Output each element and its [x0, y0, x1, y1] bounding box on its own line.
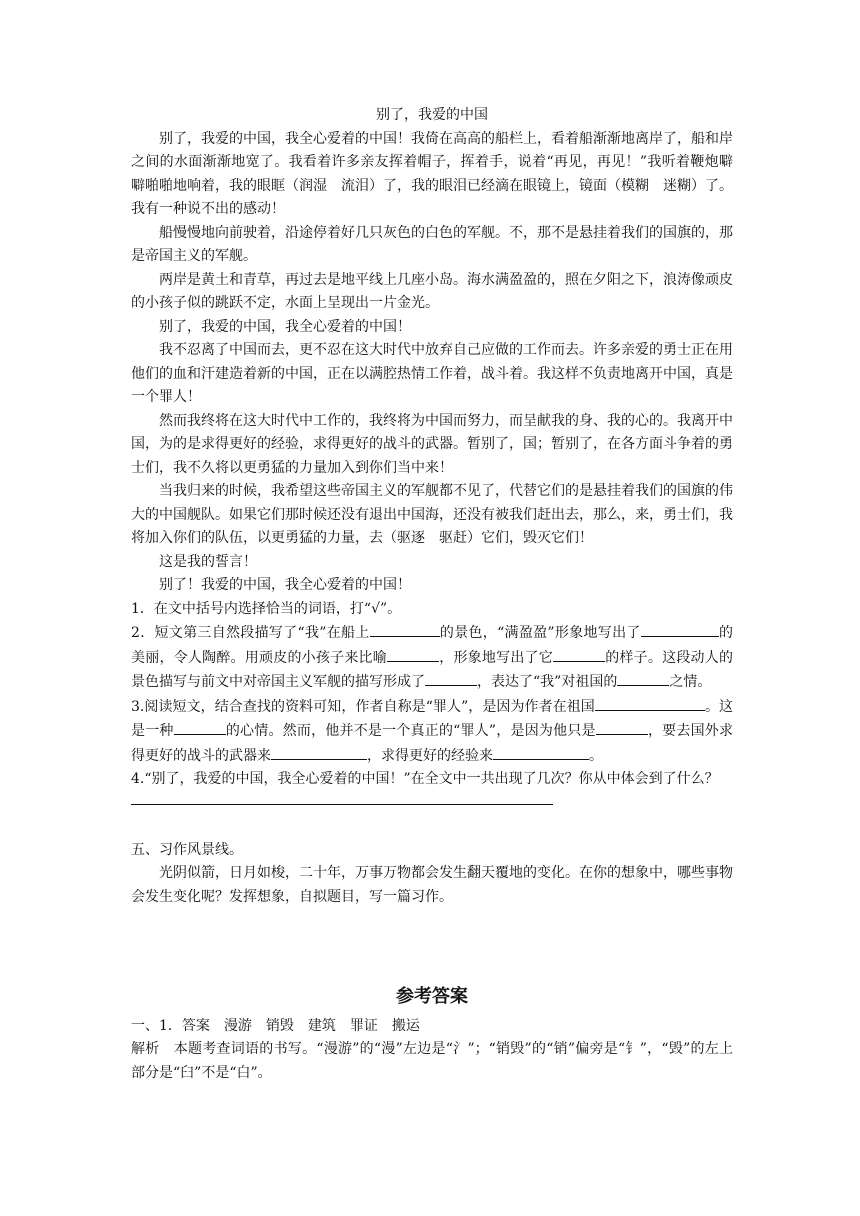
answer-blank[interactable] [174, 719, 226, 735]
q3-part-e: ，求得更好的经验来 [367, 747, 493, 764]
paragraph-2: 船慢慢地向前驶着，沿途停着好几只灰色的白色的军舰。不，那不是悬挂着我们的国旗的，那是帝国主义的军舰。 [131, 224, 733, 264]
answer-blank[interactable] [271, 744, 367, 760]
paragraph-9: 别了！我爱的中国，我全心爱着的中国！ [159, 577, 411, 593]
answer-blank[interactable] [370, 621, 440, 637]
spacer [131, 805, 733, 839]
q3-part-a: 3.阅读短文，结合查找的资料可知，作者自称是“罪人”，是因为作者在祖国 [131, 698, 595, 715]
paragraph-4: 别了，我爱的中国，我全心爱着的中国！ [159, 318, 411, 335]
q3-part-b: 。这是一种 [131, 698, 734, 739]
section-5-text: 光阴似箭，日月如梭，二十年，万事万物都会发生翻天覆地的变化。在你的想象中，哪些事物会发生变化呢？发挥想象，自拟题目，写一篇习作。 [131, 865, 733, 905]
section-5-heading: 五、习作风景线。 [131, 841, 243, 858]
paragraph-5: 我不忍离了中国而去，更不忍在这大时代中放弃自己应做的工作而去。许多亲爱的勇士正在用他们的血和汗建造着新的中国，正在以满腔热情工作着，战斗着。我这样不负责地离开中国，真是一个罪人！ [131, 342, 733, 405]
paragraph-1: 别了，我爱的中国，我全心爱着的中国！我倚在高高的船栏上，看着船渐渐地离岸了，船和岸之间的水面渐渐地宽了。我看着许多亲友挥着帽子，挥着手，说着“再见，再见！”我听着鞭炮噼噼啪啪地响着，我的眼眶（润湿 流泪）了，我的眼泪已经滴在眼镜上，镜面（模糊 迷糊）了。我有一种说不出的感动！ [131, 130, 733, 217]
answer-blank[interactable] [595, 695, 705, 711]
document-page [131, 104, 733, 1085]
question-3 [131, 695, 733, 769]
paragraph-7: 当我归来的时候，我希望这些帝国主义的军舰都不见了，代替它们的是悬挂着我们的国旗的伟大的中国舰队。如果它们那时候还没有退出中国海，还没有被我们赶出去，那么，来，勇士们，我将加入你们的队伍，以更勇猛的力量，去（驱逐 驱赶）它们，毁灭它们！ [131, 483, 733, 546]
spacer [131, 909, 733, 985]
passage-title: 别了，我爱的中国 [376, 107, 488, 123]
q3-part-c: 的心情。然而，他并不是一个真正的“罪人”，是因为他只是 [225, 723, 596, 739]
q2-part-b: 的景色，“满盈盈”形象地写出了 [439, 625, 641, 641]
answer-line[interactable] [131, 794, 553, 805]
q2-part-c: 的美丽，令人陶醉。用顽皮的小孩子来比喻 [131, 625, 733, 666]
q2-part-f: ，表达了“我”对祖国的 [477, 674, 618, 690]
paragraph-3: 两岸是黄土和青草，再过去是地平线上几座小岛。海水满盈盈的，照在夕阳之下，浪涛像顽皮的小孩子似的跳跃不定，水面上呈现出一片金光。 [131, 271, 733, 311]
q2-part-g: 之情。 [669, 674, 712, 690]
answers-title: 参考答案 [396, 986, 468, 1007]
question-1: 1．在文中括号内选择恰当的词语，打“√”。 [131, 600, 402, 617]
q3-part-d: ，要去国外求得更好的战斗的武器来 [131, 723, 733, 764]
answer-blank[interactable] [617, 670, 669, 686]
paragraph-6: 然而我终将在这大时代中工作的，我终将为中国而努力，而呈献我的身、我的心的。我离开中国，为的是求得更好的经验，求得更好的战斗的武器。暂别了，国；暂别了，在各方面斗争着的勇士们，我不久将以更勇猛的力量加入到你们当中来！ [131, 412, 733, 476]
paragraph-8: 这是我的誓言！ [159, 553, 257, 570]
question-4: 4.“别了，我爱的中国，我全心爱着的中国！”在全文中一共出现了几次？你从中体会到了什么？ [131, 771, 719, 787]
question-2 [131, 621, 733, 695]
answer-blank[interactable] [387, 646, 439, 662]
q3-part-f: 。 [589, 747, 603, 764]
q2-part-a: 2．短文第三自然段描写了“我”在船上 [131, 625, 370, 641]
answer-blank[interactable] [596, 719, 648, 735]
answer-blank[interactable] [641, 621, 719, 637]
answer-blank[interactable] [553, 646, 605, 662]
answer-line-1: 一、1．答案 漫游 销毁 建筑 罪证 搬运 [131, 1017, 420, 1034]
q2-part-d: ，形象地写出了它 [439, 649, 553, 666]
answer-explanation: 解析 本题考查词语的书写。“漫游”的“漫”左边是“氵”；“销毁”的“销”偏旁是“钅”，“毁”的左上部分是“臼”不是“白”。 [131, 1041, 733, 1081]
answer-blank[interactable] [425, 670, 477, 686]
answer-blank[interactable] [493, 744, 589, 760]
q2-part-e: 的样子。这段动人的景色描写与前文中对帝国主义军舰的描写形成了 [131, 649, 733, 690]
